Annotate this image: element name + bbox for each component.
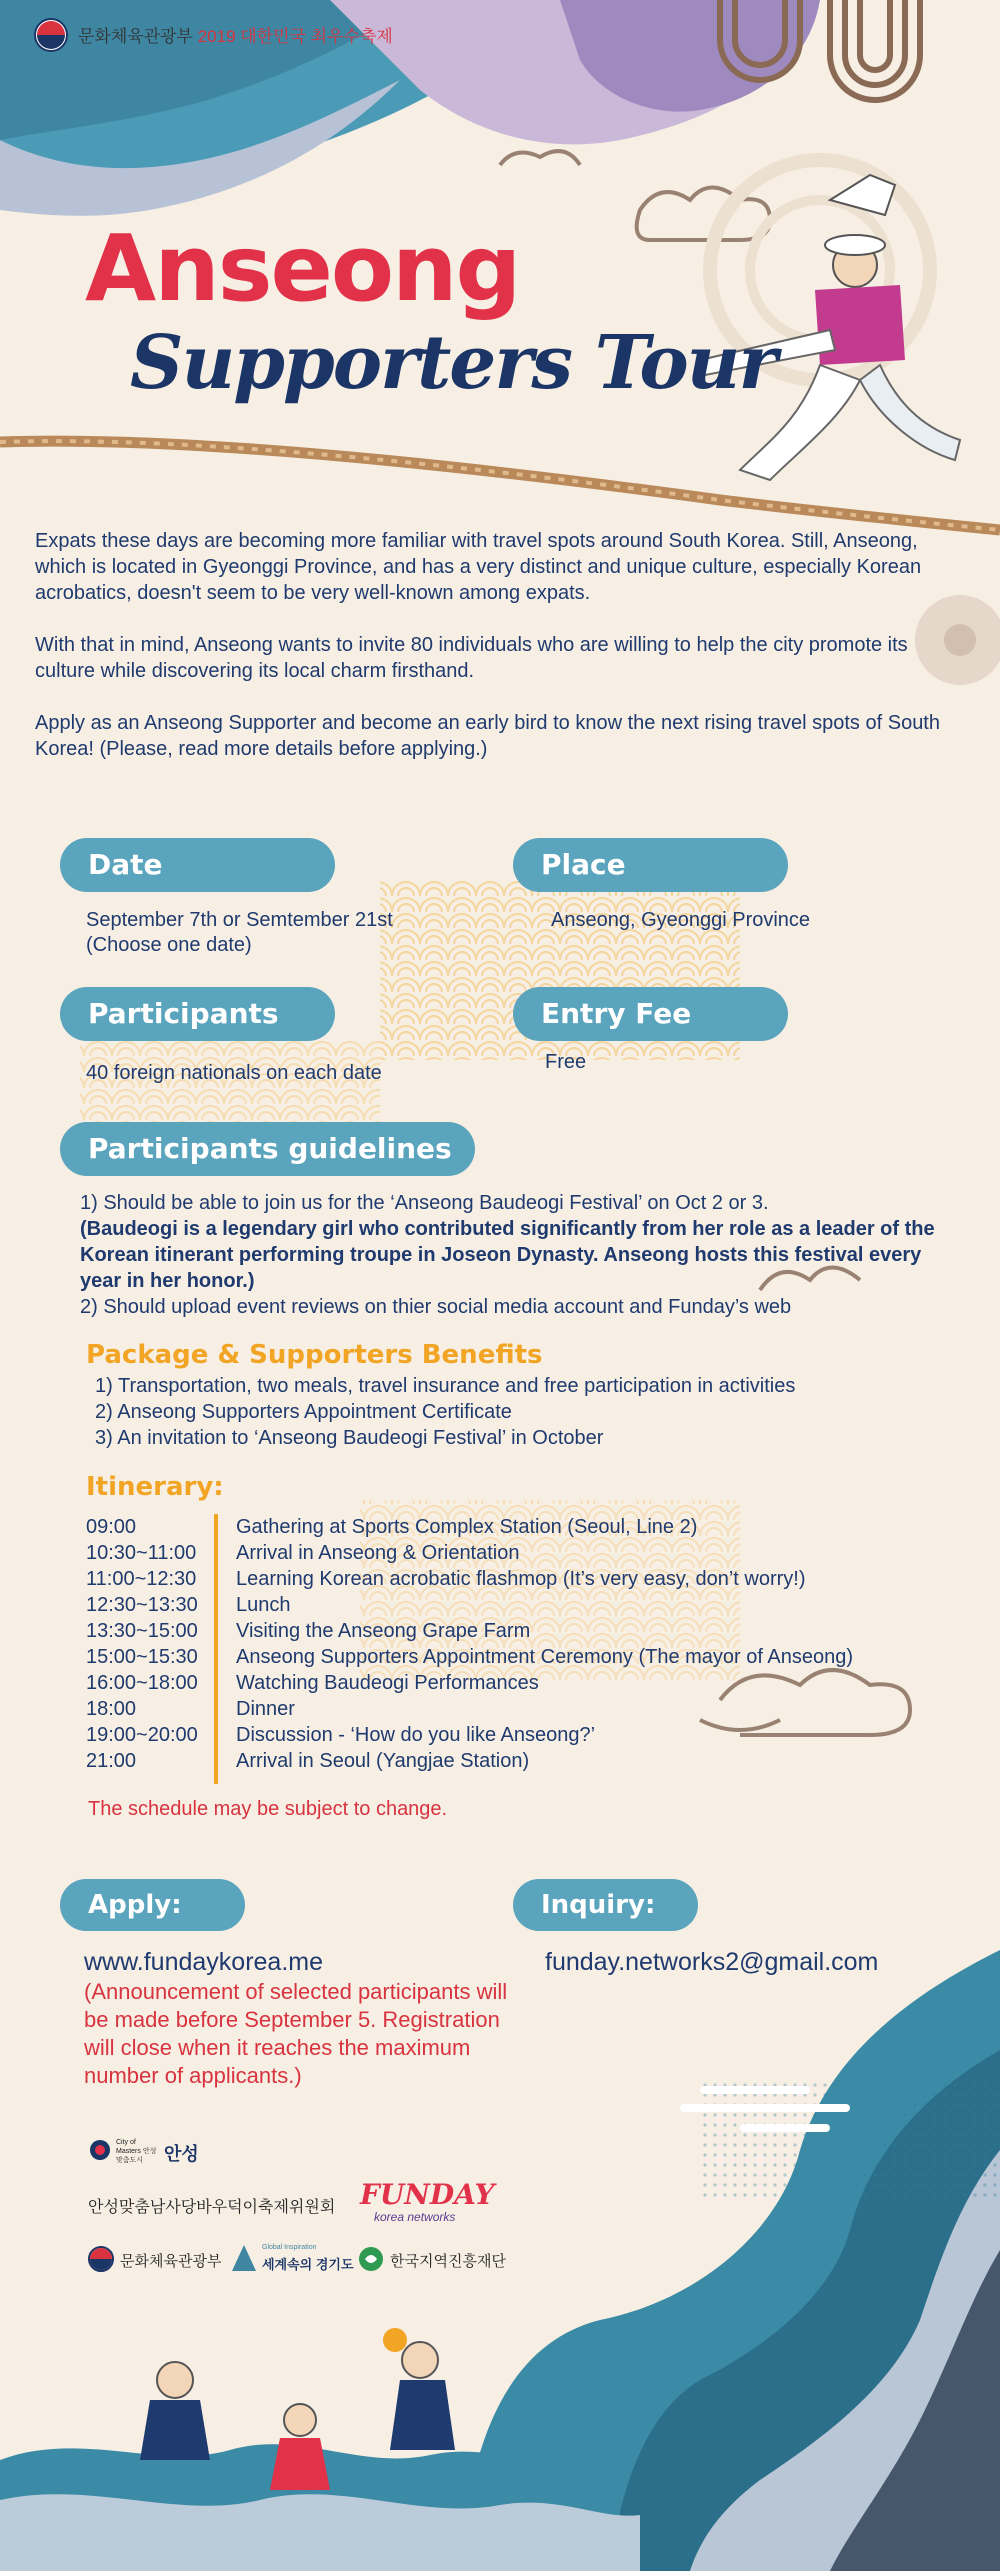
header-banner [78, 22, 393, 47]
itinerary-activity: Visiting the Anseong Grape Farm [236, 1620, 531, 1642]
itinerary-time: 15:00~15:30 [86, 1646, 198, 1668]
itinerary-row [86, 1722, 853, 1748]
ministry-emblem-icon [34, 18, 68, 52]
ministry-logo-icon [88, 2246, 114, 2272]
inquiry-email[interactable]: funday.networks2@gmail.com [545, 1948, 879, 1976]
intro-paragraph-2: With that in mind, Anseong wants to invite 80 individuals who are willing to help the city promote its culture while discovering its local charm firsthand. [35, 634, 908, 682]
itinerary-activity: Anseong Supporters Appointment Ceremony (The mayor of Anseong) [236, 1646, 854, 1668]
itinerary-row [86, 1748, 853, 1774]
title-anseong: Anseong [85, 215, 520, 322]
itinerary-time: 10:30~11:00 [86, 1542, 197, 1564]
itinerary-row [86, 1618, 853, 1644]
itinerary-row [86, 1644, 853, 1670]
itinerary-time: 09:00 [86, 1516, 137, 1538]
benefits-heading: Package & Supporters Benefits [86, 1340, 543, 1370]
itinerary-activity: Discussion - ‘How do you like Anseong?’ [236, 1724, 596, 1746]
funday-logo: FUNDAY [360, 2178, 495, 2211]
itinerary-time: 18:00 [86, 1698, 137, 1720]
entry-fee-heading: Entry Fee [513, 987, 788, 1041]
itinerary-activity: Learning Korean acrobatic flashmop (It’s very easy, don’t worry!) [236, 1568, 806, 1590]
date-details [86, 908, 393, 958]
guidelines-heading: Participants guidelines [60, 1122, 475, 1176]
itinerary-activity: Gathering at Sports Complex Station (Seoul, Line 2) [236, 1516, 698, 1538]
ministry-logo-text: 문화체육관광부 [120, 2253, 222, 2270]
itinerary-time: 21:00 [86, 1750, 137, 1772]
apply-note: (Announcement of selected participants will be made before September 5. Registration will close when it reaches the maximum number of applicants.) [84, 1979, 508, 2088]
itinerary-time: 11:00~12:30 [86, 1568, 197, 1590]
inquiry-heading: Inquiry: [513, 1879, 698, 1931]
place-heading: Place [513, 838, 788, 892]
apply-heading: Apply: [60, 1879, 245, 1931]
place-value: Anseong, Gyeonggi Province [551, 909, 811, 931]
itinerary-activity: Arrival in Seoul (Yangjae Station) [236, 1750, 530, 1772]
gyeonggi-logo-text: 세계속의 경기도 [262, 2257, 354, 2272]
itinerary-divider [214, 1514, 218, 1784]
date-value: September 7th or Semtember 21st [86, 909, 393, 931]
funday-logo-subtitle: korea networks [374, 2210, 456, 2224]
committee-name: 안성맞춤남사당바우덕이축제위원회 [88, 2199, 336, 2216]
gyeonggi-logo-icon [230, 2243, 258, 2273]
itinerary-row [86, 1514, 853, 1540]
itinerary-time: 12:30~13:30 [86, 1594, 198, 1616]
benefits-list [95, 1373, 795, 1451]
schedule-note: The schedule may be subject to change. [88, 1798, 448, 1820]
intro-paragraph-1: Expats these days are becoming more familiar with travel spots around South Korea. Still, Anseong, which is located in Gyeonggi Province, and has a very distinct and unique culture, especially Korean acrobatics, doesn't seem to be very well-known among expats. [35, 530, 922, 604]
itinerary-table [86, 1514, 853, 1774]
foundation-logo-text: 한국지역진흥재단 [390, 2253, 506, 2270]
date-note: (Choose one date) [86, 934, 252, 956]
itinerary-activity: Watching Baudeogi Performances [236, 1672, 539, 1694]
anseong-logo-text: 안성 [164, 2144, 199, 2164]
itinerary-row [86, 1592, 853, 1618]
itinerary-time: 19:00~20:00 [86, 1724, 198, 1746]
itinerary-row [86, 1696, 853, 1722]
guideline-2: 2) Should upload event reviews on thier social media account and Funday’s web [80, 1296, 792, 1318]
benefit-item: 2) Anseong Supporters Appointment Certificate [95, 1401, 512, 1423]
entry-fee-value: Free [545, 1051, 587, 1073]
itinerary-row [86, 1670, 853, 1696]
benefit-item: 1) Transportation, two meals, travel insurance and free participation in activities [95, 1375, 796, 1397]
anseong-logo-small: City of Masters 안성맞춤도시 [116, 2139, 157, 2164]
itinerary-row [86, 1566, 853, 1592]
anseong-logo-icon [88, 2138, 112, 2162]
itinerary-activity: Arrival in Anseong & Orientation [236, 1542, 520, 1564]
title-supporters-tour: Supporters Tour [130, 320, 776, 406]
participants-value: 40 foreign nationals on each date [86, 1062, 382, 1084]
itinerary-heading: Itinerary: [86, 1472, 224, 1502]
apply-link[interactable]: www.fundaykorea.me [84, 1948, 324, 1976]
festival-award: 2019 대한민국 최우수축제 [197, 27, 393, 46]
benefit-item: 3) An invitation to ‘Anseong Baudeogi Festival’ in October [95, 1427, 604, 1449]
itinerary-time: 13:30~15:00 [86, 1620, 198, 1642]
gyeonggi-logo-small: Global Inspiration [262, 2244, 317, 2251]
guideline-1-note: (Baudeogi is a legendary girl who contributed significantly from her role as a leader of the Korean itinerant performing troupe in Joseon Dynasty. Anseong hosts this festival every year in her honor.) [80, 1218, 935, 1292]
intro-text [35, 528, 965, 788]
ministry-name: 문화체육관광부 [78, 27, 193, 46]
itinerary-row [86, 1540, 853, 1566]
guideline-1: 1) Should be able to join us for the ‘Anseong Baudeogi Festival’ on Oct 2 or 3. [80, 1192, 769, 1214]
guidelines-text [80, 1190, 950, 1320]
itinerary-activity: Lunch [236, 1594, 291, 1616]
itinerary-activity: Dinner [236, 1698, 295, 1720]
participants-heading: Participants [60, 987, 335, 1041]
intro-paragraph-3: Apply as an Anseong Supporter and become an early bird to know the next rising travel spots of South Korea! (Please, read more details before applying.) [35, 712, 940, 760]
foundation-logo-icon [358, 2246, 384, 2272]
itinerary-time: 16:00~18:00 [86, 1672, 198, 1694]
date-heading: Date [60, 838, 335, 892]
